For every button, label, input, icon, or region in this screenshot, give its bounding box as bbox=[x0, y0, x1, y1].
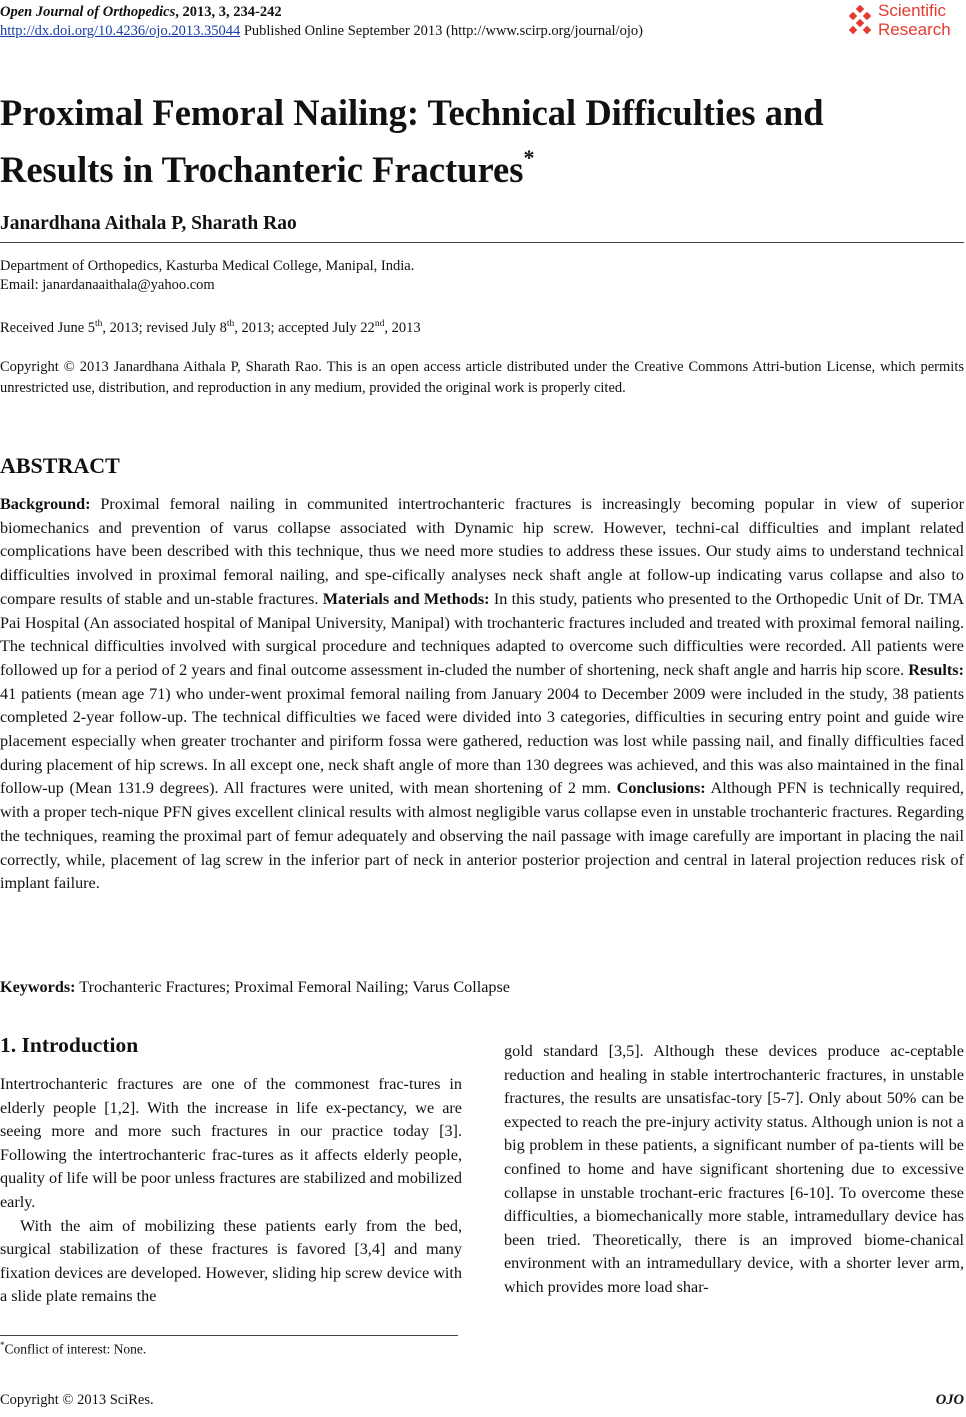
methods-text: In this study, patients who presented to the Orthopedic Unit of Dr. TMA Pai Hospital (An associated hospital of Manipal University, Manipal) with trochanteric fractures included and treated with proximal femoral nailing. The technical difficulties involved with surgical procedure and techniques adapted to overcome such difficulties were recorded. All patients were followed up for a period of 2 years and final outcome assessment in-cluded the number of shortening, neck shaft angle and harris hip score. bbox=[0, 589, 965, 679]
footer-copyright: Copyright © 2013 SciRes. bbox=[0, 1392, 154, 1408]
footer-journal-abbrev: OJO bbox=[935, 1392, 964, 1408]
footnote-divider bbox=[0, 1335, 458, 1336]
received-date: Received June 5 bbox=[0, 319, 96, 336]
footnote-text: Conflict of interest: None. bbox=[4, 1341, 147, 1357]
article-dates bbox=[0, 314, 421, 339]
author-divider bbox=[0, 242, 964, 243]
footnote-marker: * bbox=[0, 1340, 5, 1350]
methods-label: Materials and Methods: bbox=[322, 589, 490, 608]
journal-citation bbox=[0, 3, 643, 22]
dates-tail: , 2013 bbox=[384, 319, 421, 336]
revised-sup: th bbox=[226, 319, 235, 329]
footnote bbox=[0, 1340, 146, 1358]
title-line-2: Results in Trochanteric Fractures bbox=[0, 149, 524, 191]
accepted-sup: nd bbox=[374, 319, 385, 329]
accepted-date: , 2013; accepted July 22 bbox=[234, 319, 375, 336]
journal-volume: , 2013, 3, 234-242 bbox=[175, 4, 282, 20]
logo-text-scientific: Scientific bbox=[878, 1, 947, 20]
intro-paragraph-2: With the aim of mobilizing these patients early from the bed, surgical stabilization of these fractures is favored [3,4] and many fixation devices are developed. However, sliding hip screw device with a slide plate remains the bbox=[0, 1216, 462, 1306]
publication-line bbox=[0, 22, 643, 41]
publisher-logo-icon bbox=[846, 5, 876, 37]
conclusions-label: Conclusions: bbox=[616, 779, 706, 798]
intro-paragraph-3: gold standard [3,5]. Although these devices produce ac-ceptable reduction and healing in stable intertrochanteric fractures, in unstable fractures, the results are unsatisfac-tory [5-7]. Only about 50% can be expected to reach the pre-injury activity status. Although union is not a big problem in these patients, a significant number of pa-tients will be confined to home and have significant shortening due to excessive collapse in unstable trochant-eric fractures [6-10]. To overcome these difficulties, a biomechanically more stable, intramedullary device has been tried. Theoretically, there is an improved biome-chanical environment with an intramedullary device, with a shorter lever arm, which provides more load shar- bbox=[504, 1042, 964, 1296]
affiliation: Department of Orthopedics, Kasturba Medical College, Manipal, India. bbox=[0, 258, 415, 274]
revised-date: , 2013; revised July 8 bbox=[102, 319, 227, 336]
background-label: Background: bbox=[0, 495, 91, 513]
keywords-label: Keywords: bbox=[0, 978, 76, 996]
author-email: Email: janardanaaithala@yahoo.com bbox=[0, 277, 215, 293]
intro-paragraph-1: Intertrochanteric fractures are one of the commonest frac-tures in elderly people [1,2]. With the increase in life ex-pectancy, we are seeing more and more such fractures in our practice today [3]. Following the intertrochanteric frac-tures as it affects elderly people, quality of life will be poor unless fractures are stabilized and mobilized early. bbox=[0, 1075, 462, 1211]
results-text: 41 patients (mean age 71) who under-went proximal femoral nailing from January 2004 to December 2009 were included in the study, 38 patients completed 2-year follow-up. The technical difficulties we faced were divided into 3 categories, difficulties in securing entry point and guide wire placement especially when greater trochanter and piriform fossa were gathered, reduction was lost while passing nail, and finally difficulties faced during placement of hip screws. In all except one, neck shaft angle of more than 130 degrees was achieved, and this was also maintained in the final follow-up (Mean 131.9 degrees). All fractures were united, with mean shortening of 2 mm. bbox=[0, 684, 964, 798]
keywords-text: Trochanteric Fractures; Proximal Femoral Nailing; Varus Collapse bbox=[75, 978, 510, 996]
left-column bbox=[0, 1031, 462, 1309]
background-text: Proximal femoral nailing in communited intertrochanteric fractures is increasingly becoming popular in view of superior biomechanics and prevention of varus collapse associated with Dynamic hip screw. However, techni-cal difficulties and implant related complications have been described with this technique, thus we need more studies to address these issues. Our study aims to understand technical difficulties involved in proximal femoral nailing, and spe-cifically analyses neck shaft angle at follow-up indicating varus collapse and also to compare results of stable and un-stable fractures. bbox=[0, 495, 964, 608]
journal-name: Open Journal of Orthopedics bbox=[0, 4, 176, 20]
copyright-notice: Copyright © 2013 Janardhana Aithala P, Sharath Rao. This is an open access article distributed under the Creative Commons Attri-bution License, which permits unrestricted use, distribution, and reproduction in any medium, provided the original work is properly cited. bbox=[0, 359, 964, 396]
abstract-body bbox=[0, 493, 964, 896]
conclusions-text: Although PFN is technically required, with a proper tech-nique PFN gives excellent clinical results with almost negligible varus collapse even in unstable trochanteric fractures. Regarding the techniques, reaming the proximal part of femur adequately and observing the nail passage with image carefully are important in placing the nail correctly, while, placement of lag screw in the inferior part of neck in anterior posterior projection and central in lateral projection reduces risk of implant failure. bbox=[0, 779, 964, 893]
title-footnote-marker: * bbox=[523, 145, 535, 170]
title-line-1: Proximal Femoral Nailing: Technical Difficulties and bbox=[0, 92, 824, 133]
abstract-heading: ABSTRACT bbox=[0, 453, 120, 478]
logo-text-research: Research bbox=[878, 20, 951, 39]
introduction-heading: 1. Introduction bbox=[0, 1033, 139, 1057]
doi-link[interactable]: http://dx.doi.org/10.4236/ojo.2013.35044 bbox=[0, 23, 241, 39]
keywords bbox=[0, 978, 510, 997]
received-sup: th bbox=[95, 319, 103, 329]
paper-title bbox=[0, 88, 960, 194]
published-online: Published Online September 2013 (http://www.scirp.org/journal/ojo) bbox=[240, 23, 643, 39]
journal-header bbox=[0, 3, 643, 41]
right-column bbox=[504, 1040, 964, 1300]
scientific-research-logo bbox=[846, 2, 964, 42]
author-list: Janardhana Aithala P, Sharath Rao bbox=[0, 213, 297, 234]
results-label: Results: bbox=[908, 660, 964, 679]
